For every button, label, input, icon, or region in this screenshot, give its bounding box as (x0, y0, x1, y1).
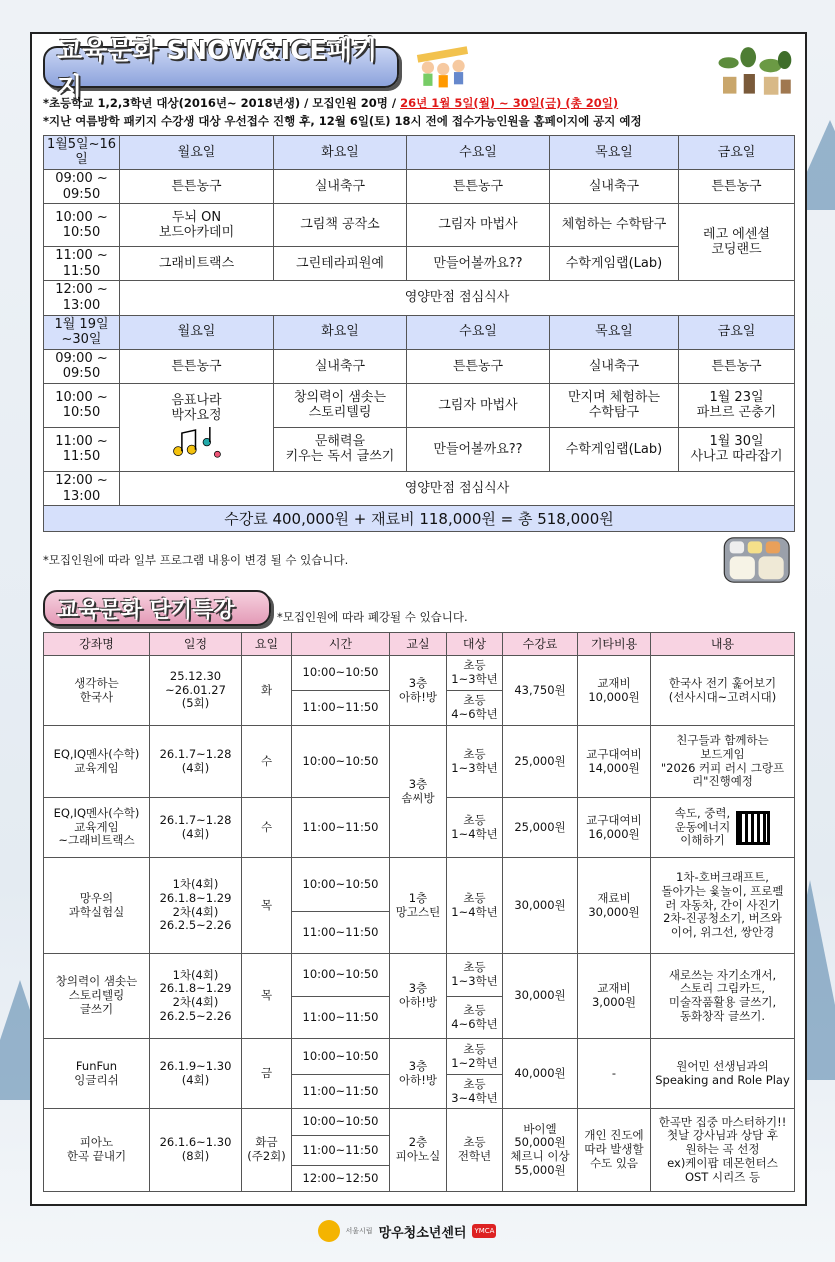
day-header: 화요일 (274, 315, 407, 349)
org-name: 망우청소년센터 (378, 1225, 467, 1241)
course-name: 생각하는 한국사 (44, 656, 150, 726)
course-row (44, 1109, 795, 1136)
plant-pots-illustration (653, 46, 793, 102)
column-header: 교실 (390, 633, 447, 656)
week2-header-row (44, 315, 795, 349)
program-cell: 튼튼농구 (407, 169, 550, 203)
lunch-cell: 영양만점 점심식사 (120, 471, 795, 505)
lunch-row (44, 281, 795, 315)
course-content: 속도, 중력, 운동에너지 이해하기 (674, 805, 731, 848)
package-title: 교육문화 SNOW&ICE패키지 (43, 46, 399, 88)
program-cell: 음표나라 박자요정 (171, 392, 222, 424)
day-header: 목요일 (550, 135, 679, 169)
priority-note: *지난 여름방학 패키지 수강생 대상 우선접수 진행 후, 12월 6일(토) 18시 전에 접수가능인원을 홈페이지에 공지 예정 (43, 114, 642, 129)
time-cell: 11:00 ~ 11:50 (44, 427, 120, 471)
program-cell: 튼튼농구 (120, 349, 274, 383)
column-header: 일정 (150, 633, 242, 656)
course-fee: 25,000원 (503, 726, 578, 798)
course-target: 초등 3~4학년 (447, 1075, 503, 1109)
course-day: 화금 (주2회) (242, 1109, 292, 1192)
course-room: 3층 아하!방 (390, 954, 447, 1039)
qr-code-icon[interactable] (736, 811, 770, 845)
kids-illustration (409, 46, 479, 92)
course-time: 10:00~10:50 (292, 656, 390, 691)
course-schedule: 25.12.30 ~26.01.27 (5회) (150, 656, 242, 726)
course-schedule: 1차(4회) 26.1.8~1.29 2차(4회) 26.2.5~2.26 (150, 954, 242, 1039)
program-cell: 창의력이 샘솟는 스토리텔링 (274, 383, 407, 427)
course-room: 3층 아하!방 (390, 1039, 447, 1109)
course-room: 2층 피아노실 (390, 1109, 447, 1192)
change-note-row (43, 536, 793, 584)
time-cell: 11:00 ~ 11:50 (44, 247, 120, 281)
course-time: 11:00~11:50 (292, 997, 390, 1039)
program-cell: 수학게임랩(Lab) (550, 427, 679, 471)
cancel-note: *모집인원에 따라 폐강될 수 있습니다. (277, 609, 468, 624)
course-fee: 40,000원 (503, 1039, 578, 1109)
package-schedule-table (43, 135, 795, 532)
course-time: 11:00~11:50 (292, 1075, 390, 1109)
course-target: 초등 4~6학년 (447, 691, 503, 726)
day-header: 수요일 (407, 135, 550, 169)
day-header: 월요일 (120, 315, 274, 349)
course-content: 한국사 전기 훑어보기 (선사시대~고려시대) (651, 656, 795, 726)
course-target: 초등 전학년 (447, 1109, 503, 1192)
day-header: 월요일 (120, 135, 274, 169)
course-name: 망우의 과학실험실 (44, 858, 150, 954)
program-cell: 문해력을 키우는 독서 글쓰기 (274, 427, 407, 471)
course-content: 새로쓰는 자기소개서, 스토리 그림카드, 미술작품활용 글쓰기, 동화창작 글쓰기. (651, 954, 795, 1039)
course-target: 초등 1~3학년 (447, 954, 503, 997)
program-cell: 그래비트랙스 (120, 247, 274, 281)
program-cell: 1월 23일 파브르 곤충기 (679, 383, 795, 427)
program-cell: 튼튼농구 (407, 349, 550, 383)
course-row (44, 1039, 795, 1075)
schedule-row (44, 169, 795, 203)
time-cell: 09:00 ~ 09:50 (44, 349, 120, 383)
change-note: *모집인원에 따라 일부 프로그램 내용이 변경 될 수 있습니다. (43, 552, 349, 567)
program-cell: 그림책 공작소 (274, 204, 407, 247)
program-cell: 실내축구 (274, 169, 407, 203)
program-cell: 수학게임랩(Lab) (550, 247, 679, 281)
program-cell: 그림자 마법사 (407, 383, 550, 427)
column-header: 강좌명 (44, 633, 150, 656)
time-cell: 12:00 ~ 13:00 (44, 471, 120, 505)
time-cell: 10:00 ~ 10:50 (44, 383, 120, 427)
course-row (44, 858, 795, 912)
course-day: 화 (242, 656, 292, 726)
program-cell: 그림자 마법사 (407, 204, 550, 247)
column-header: 대상 (447, 633, 503, 656)
column-header: 수강료 (503, 633, 578, 656)
course-schedule: 26.1.9~1.30 (4회) (150, 1039, 242, 1109)
lunch-tray-illustration (721, 536, 793, 584)
day-header: 수요일 (407, 315, 550, 349)
day-header: 금요일 (679, 135, 795, 169)
short-course-title: 교육문화 단기특강 (43, 590, 271, 626)
short-course-table (43, 632, 795, 1192)
program-cell: 실내축구 (550, 169, 679, 203)
course-content: 원어민 선생님과의 Speaking and Role Play (651, 1039, 795, 1109)
program-cell: 그린테라피원예 (274, 247, 407, 281)
column-header: 요일 (242, 633, 292, 656)
time-cell: 10:00 ~ 10:50 (44, 204, 120, 247)
course-target: 초등 1~3학년 (447, 726, 503, 798)
column-header: 기타비용 (578, 633, 651, 656)
course-extra-cost: 교구대여비 16,000원 (578, 798, 651, 858)
course-name: FunFun 잉글리쉬 (44, 1039, 150, 1109)
course-extra-cost: 교재비 3,000원 (578, 954, 651, 1039)
footer-logo (318, 1220, 518, 1242)
course-row (44, 656, 795, 691)
course-extra-cost: 교재비 10,000원 (578, 656, 651, 726)
program-cell: 두뇌 ON 보드아카데미 (120, 204, 274, 247)
column-header: 시간 (292, 633, 390, 656)
course-schedule: 26.1.6~1.30 (8회) (150, 1109, 242, 1192)
course-fee: 43,750원 (503, 656, 578, 726)
course-day: 목 (242, 954, 292, 1039)
time-cell: 12:00 ~ 13:00 (44, 281, 120, 315)
program-cell: 체험하는 수학탐구 (550, 204, 679, 247)
course-schedule: 26.1.7~1.28 (4회) (150, 726, 242, 798)
course-fee: 바이엘 50,000원 체르니 이상 55,000원 (503, 1109, 578, 1192)
course-schedule: 26.1.7~1.28 (4회) (150, 798, 242, 858)
course-fee: 30,000원 (503, 954, 578, 1039)
course-target: 초등 1~2학년 (447, 1039, 503, 1075)
short-course-title-row (43, 590, 793, 626)
week2-label: 1월 19일~30일 (44, 315, 120, 349)
program-cell-wrapper (120, 383, 274, 471)
course-content: 한곡만 집중 마스터하기!! 첫날 강사님과 상담 후 원하는 곡 선정 ex)케이팝 데몬헌터스 OST 시리즈 등 (651, 1109, 795, 1192)
course-content-cell (651, 798, 795, 858)
program-cell: 실내축구 (550, 349, 679, 383)
course-schedule: 1차(4회) 26.1.8~1.29 2차(4회) 26.2.5~2.26 (150, 858, 242, 954)
program-cell: 1월 30일 사나고 따라잡기 (679, 427, 795, 471)
music-notes-icon (165, 424, 229, 458)
course-target: 초등 1~4학년 (447, 798, 503, 858)
org-small-label: 서울시립 (345, 1227, 373, 1236)
time-cell: 09:00 ~ 09:50 (44, 169, 120, 203)
program-cell: 만들어볼까요?? (407, 427, 550, 471)
course-day: 목 (242, 858, 292, 954)
program-cell: 튼튼농구 (120, 169, 274, 203)
course-time: 11:00~11:50 (292, 798, 390, 858)
course-time: 11:00~11:50 (292, 1136, 390, 1166)
course-extra-cost: 개인 진도에 따라 발생할 수도 있음 (578, 1109, 651, 1192)
course-fee: 25,000원 (503, 798, 578, 858)
week1-header-row (44, 135, 795, 169)
schedule-row (44, 349, 795, 383)
week1-label: 1월5일~16일 (44, 135, 120, 169)
schedule-row (44, 204, 795, 247)
program-cell: 만지며 체험하는 수학탐구 (550, 383, 679, 427)
center-logo-icon (318, 1220, 340, 1242)
course-fee: 30,000원 (503, 858, 578, 954)
course-time: 12:00~12:50 (292, 1166, 390, 1192)
course-header-row (44, 633, 795, 656)
course-time: 10:00~10:50 (292, 1039, 390, 1075)
course-target: 초등 1~3학년 (447, 656, 503, 691)
total-fee: 수강료 400,000원 + 재료비 118,000원 = 총 518,000원 (44, 506, 795, 532)
course-target: 초등 1~4학년 (447, 858, 503, 954)
program-cell: 만들어볼까요?? (407, 247, 550, 281)
day-header: 금요일 (679, 315, 795, 349)
total-row (44, 506, 795, 532)
course-name: EQ,IQ멘사(수학) 교육게임 (44, 726, 150, 798)
lunch-row (44, 471, 795, 505)
course-room: 1층 망고스틴 (390, 858, 447, 954)
program-cell: 실내축구 (274, 349, 407, 383)
lunch-cell: 영양만점 점심식사 (120, 281, 795, 315)
course-name: 피아노 한곡 끝내기 (44, 1109, 150, 1192)
course-time: 11:00~11:50 (292, 912, 390, 954)
course-extra-cost: - (578, 1039, 651, 1109)
ymca-badge: YMCA (472, 1224, 496, 1238)
course-day: 금 (242, 1039, 292, 1109)
course-target: 초등 4~6학년 (447, 997, 503, 1039)
course-time: 10:00~10:50 (292, 858, 390, 912)
course-name: EQ,IQ멘사(수학) 교육게임 ~그래비트랙스 (44, 798, 150, 858)
course-extra-cost: 재료비 30,000원 (578, 858, 651, 954)
course-room: 3층 아하!방 (390, 656, 447, 726)
course-room: 3층 솜씨방 (390, 726, 447, 858)
course-day: 수 (242, 798, 292, 858)
course-extra-cost: 교구대여비 14,000원 (578, 726, 651, 798)
poster (30, 32, 807, 1206)
course-content: 친구들과 함께하는 보드게임 "2026 커피 러시 그랑프 리"진행예정 (651, 726, 795, 798)
period-highlight: 26년 1월 5일(월) ~ 30일(금) (총 20일) (400, 96, 619, 110)
course-day: 수 (242, 726, 292, 798)
course-time: 10:00~10:50 (292, 1109, 390, 1136)
day-header: 목요일 (550, 315, 679, 349)
course-time: 10:00~10:50 (292, 726, 390, 798)
course-time: 11:00~11:50 (292, 691, 390, 726)
target-note-text: *초등학교 1,2,3학년 대상(2016년~ 2018년생) / 모집인원 20명 / (43, 96, 401, 110)
schedule-row (44, 383, 795, 427)
course-row (44, 954, 795, 997)
day-header: 화요일 (274, 135, 407, 169)
program-cell: 튼튼농구 (679, 169, 795, 203)
course-content: 1차-호버크래프트, 돌아가는 윷놀이, 프로펠 러 자동차, 간이 사진기 2차-진공청소기, 버즈와 이어, 위그선, 쌍안경 (651, 858, 795, 954)
program-cell: 튼튼농구 (679, 349, 795, 383)
column-header: 내용 (651, 633, 795, 656)
course-name: 창의력이 샘솟는 스토리텔링 글쓰기 (44, 954, 150, 1039)
course-time: 10:00~10:50 (292, 954, 390, 997)
program-cell: 레고 에센셜 코딩랜드 (679, 204, 795, 281)
course-row (44, 726, 795, 798)
